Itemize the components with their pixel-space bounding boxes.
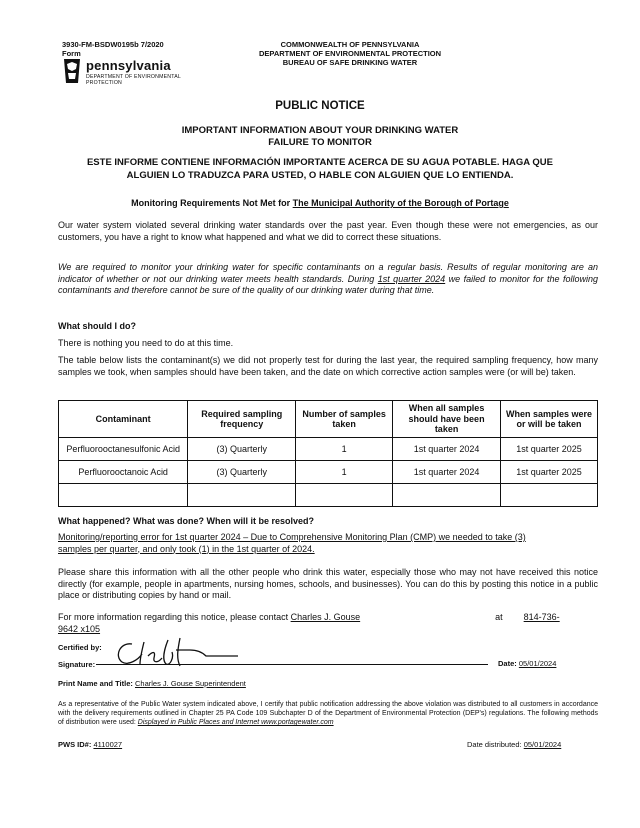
table-cell: 1st quarter 2024 [393,438,501,461]
col-header: Required sampling frequency [188,401,296,438]
table-row [59,461,598,484]
table-cell: Perfluorooctanesulfonic Acid [59,438,188,461]
logo-wordmark: pennsylvania [86,58,171,73]
distribution-methods: Displayed in Public Places and Internet www.portagewater.com [137,719,334,726]
table-cell [59,484,188,507]
date-field: Date: 05/01/2024 [498,659,591,668]
form-id-block [62,40,164,58]
logo-subtitle: DEPARTMENT OF ENVIRONMENTAL PROTECTION [86,74,181,86]
pws-id-value: 4110027 [93,740,123,749]
contact-name: Charles J. Gouse [290,612,361,622]
system-name: The Municipal Authority of the Borough of Portage [292,198,509,208]
contact-phone: 814-736- [523,612,560,622]
print-name-line: Print Name and Title: Charles J. Gouse Superintendent [58,679,295,688]
intro-paragraph: Our water system violated several drinking water standards over the past year. Even though these were not emergencies, as our customers, you have a right to know what happened and what we did to correct these situations. [58,220,598,242]
form-id: 3930-FM-BSDW0195b 7/2020 [62,40,164,49]
pa-dep-logo [62,58,212,92]
requirements-heading: Monitoring Requirements Not Met for The Municipal Authority of the Borough of Portage [131,198,509,208]
date-value: 05/01/2024 [518,659,557,668]
what-do-text: There is nothing you need to do at this time. [58,338,234,348]
what-happened-heading: What happened? What was done? When will it be resolved? [58,516,315,526]
table-cell [296,484,393,507]
signature-label: Signature: [58,660,96,669]
col-header: Contaminant [59,401,188,438]
col-header: Number of samples taken [296,401,393,438]
what-happened-text: Monitoring/reporting error for 1st quarter 2024 – Due to Comprehensive Monitoring Plan (CMP) we needed to take (3) samples per quarter, and only took (1) in the 1st quarter of 2024. [58,532,526,554]
col-header: When all samples should have been taken [393,401,501,438]
table-header-row [59,401,598,438]
agency-header: COMMONWEALTH OF PENNSYLVANIA DEPARTMENT OF ENVIRONMENTAL PROTECTION BUREAU OF SAFE DRINKING WATER [258,40,442,67]
share-paragraph: Please share this information with all the other people who drink this water, especially those who may not have received this notice directly (for example, people in apartments, nursing homes, schools, and businesses). You can do this by posting this notice in a public place or distributing copies by hand or mail. [58,567,598,600]
keystone-icon [62,58,82,84]
date-distributed-value: 05/01/2024 [523,740,562,749]
contact-phone-cont: 9642 x105 [58,624,101,634]
table-cell: 1st quarter 2024 [393,461,501,484]
table-cell: 1st quarter 2025 [500,438,597,461]
table-cell: 1st quarter 2025 [500,461,597,484]
spanish-notice: ESTE INFORME CONTIENE INFORMACIÓN IMPORTANTE ACERCA DE SU AGUA POTABLE. HAGA QUE ALGUIEN LO TRADUZCA PARA USTED, O HABLE CON ALGUIEN QUE LO ENTIENDA. [86,157,554,181]
table-cell: (3) Quarterly [188,461,296,484]
table-cell: 1 [296,438,393,461]
table-cell: 1 [296,461,393,484]
table-cell [500,484,597,507]
table-cell: (3) Quarterly [188,438,296,461]
pws-id-field: PWS ID#: 4110027 [58,740,243,749]
form-label: Form [62,49,81,58]
notice-subtitle: IMPORTANT INFORMATION ABOUT YOUR DRINKING WATER FAILURE TO MONITOR [181,125,459,148]
certification-text: As a representative of the Public Water system indicated above, I certify that public notification addressing the above violation was distributed to all customers in accordance with the delivery requirements outlined in Chapter 25 PA Code 109 Subchapter D of the Department of Environmental Protection (DEP's) regulations. The following methods of distribution were used: Displayed in Public Places and Internet www.portagewater.com [58,701,598,726]
contact-line: For more information regarding this notice, please contact Charles J. Gouse at 814-736- [58,612,560,622]
col-header: When samples were or will be taken [500,401,597,438]
signature-line [96,664,488,665]
contaminant-table [58,400,598,507]
print-name-value: Charles J. Gouse Superintendent [134,679,246,688]
page-title: PUBLIC NOTICE [275,100,365,112]
violation-quarter: 1st quarter 2024 [377,273,446,284]
what-do-heading: What should I do? [58,321,136,331]
table-cell [188,484,296,507]
certified-by: Certified by: [58,643,102,652]
table-row [59,438,598,461]
table-cell [393,484,501,507]
date-distributed-field: Date distributed: 05/01/2024 [467,740,584,749]
table-intro: The table below lists the contaminant(s) we did not properly test for during the last year, the required sampling frequency, how many samples we took, when samples should have been taken, and the date on which corrective action samples were (or will be) taken. [58,355,598,377]
table-cell: Perfluorooctanoic Acid [59,461,188,484]
monitoring-paragraph: We are required to monitor your drinking water for specific contaminants on a regular basis. Results of regular monitoring are an indicator of whether or not our drinking water meets health standards. During 1st quarter 2024 we failed to monitor for the following contaminants and therefore cannot be sure of the quality of our drinking water during that time. [58,262,598,295]
table-row [59,484,598,507]
